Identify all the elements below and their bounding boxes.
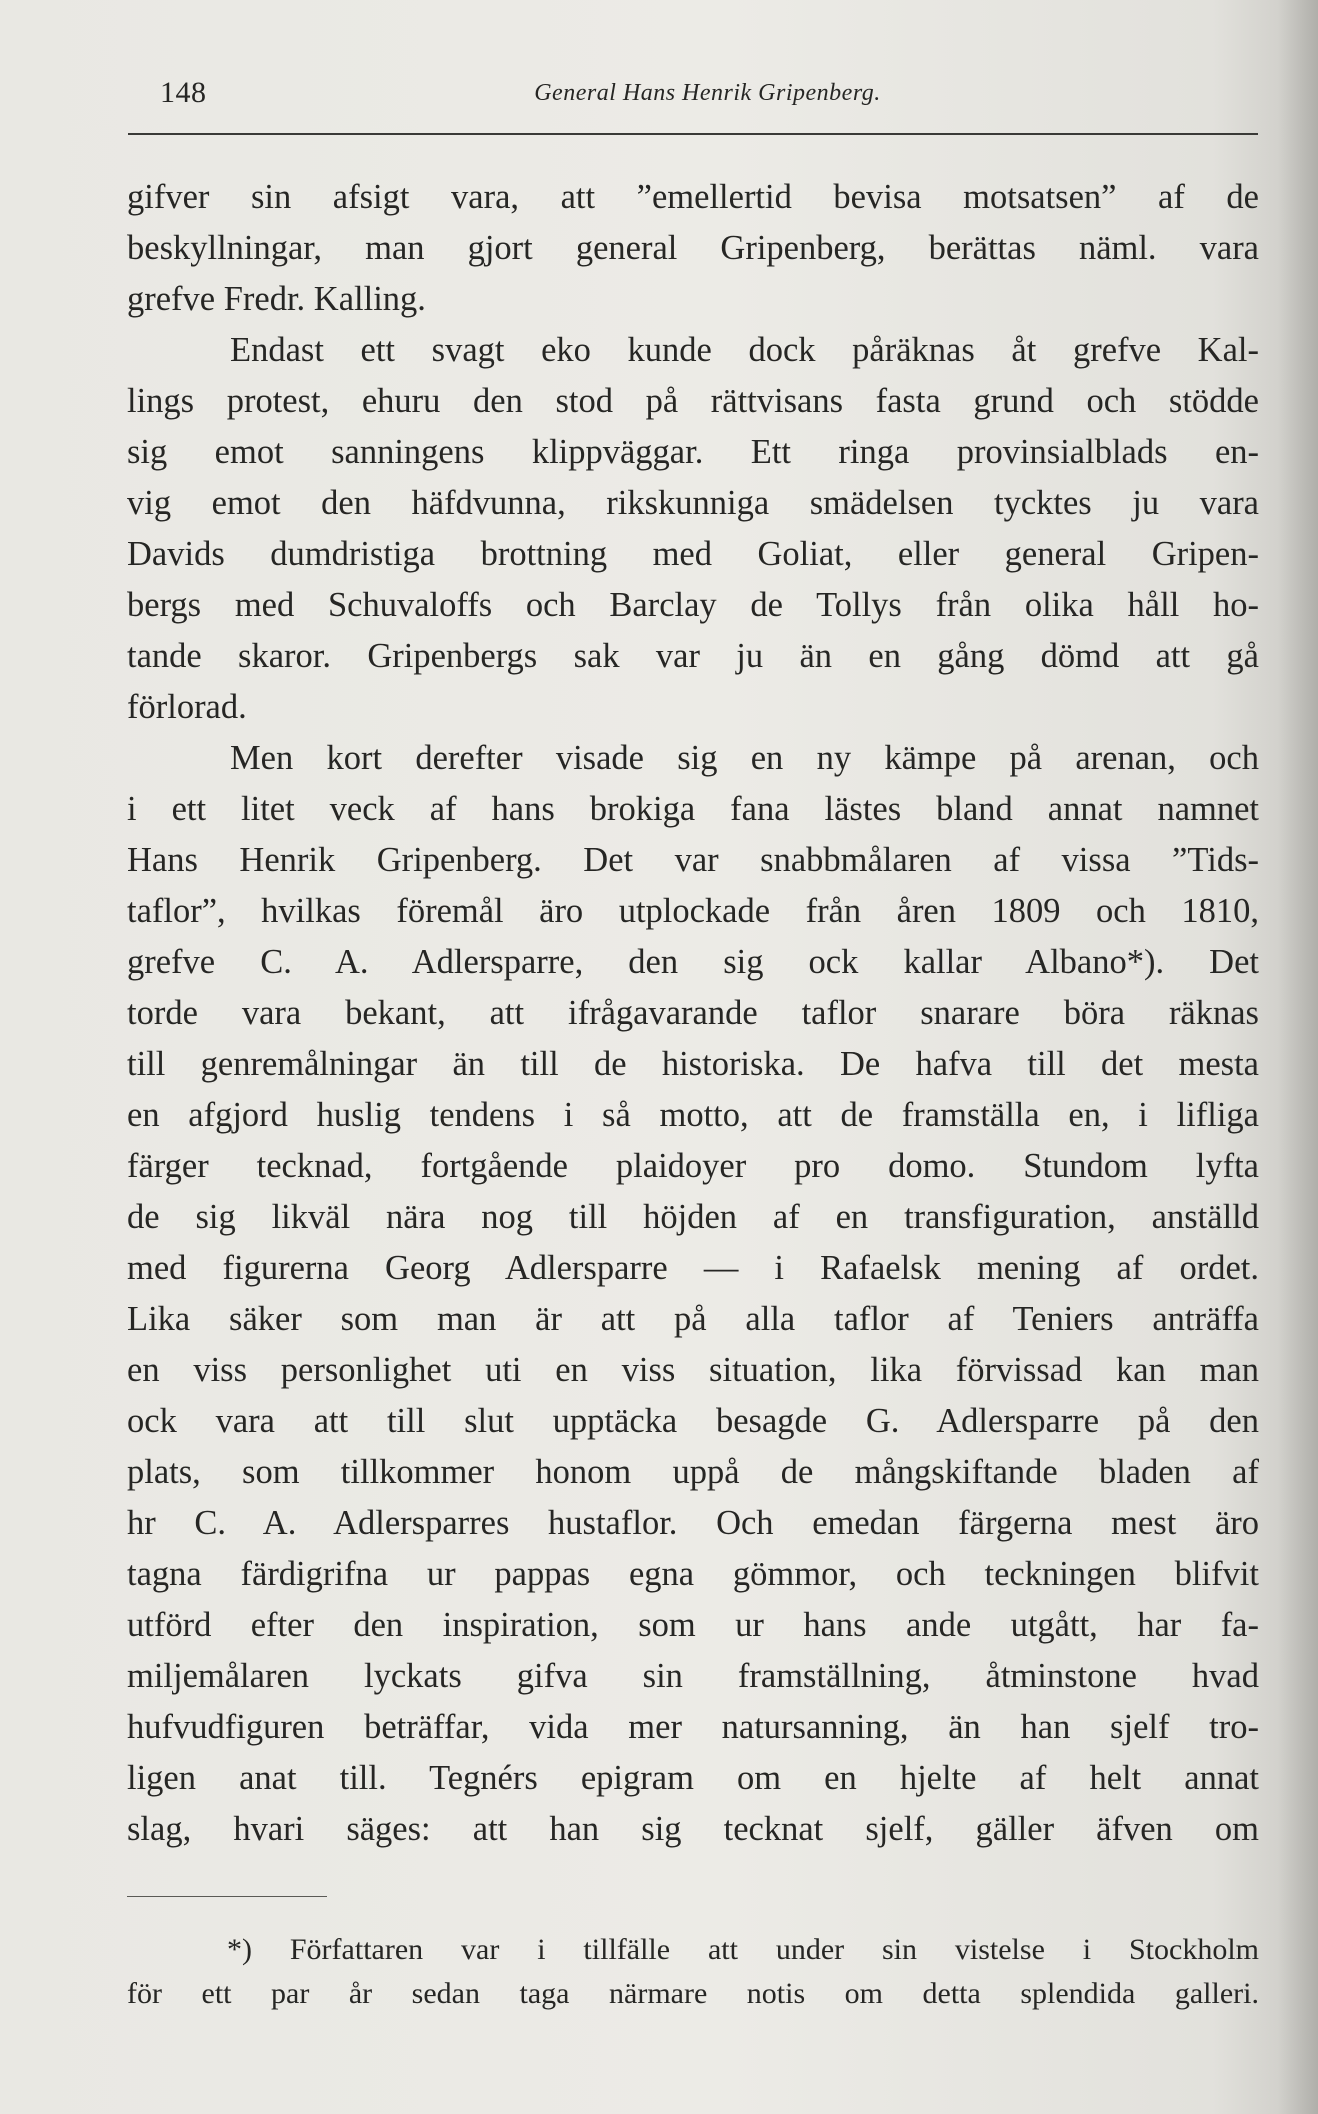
text-line: förlorad. xyxy=(127,688,247,726)
text-line: tagna färdigrifna ur pappas egna gömmor, och teckningen blifvit xyxy=(127,1555,1259,1593)
text-line: gifver sin afsigt vara, att ”emellertid bevisa motsatsen” af de xyxy=(127,178,1259,216)
text-line: Hans Henrik Gripenberg. Det var snabbmålaren af vissa ”Tids- xyxy=(127,841,1259,879)
text-line: slag, hvari säges: att han sig tecknat sjelf, gäller äfven om xyxy=(127,1810,1259,1848)
text-line: de sig likväl nära nog till höjden af en transfiguration, anställd xyxy=(127,1198,1259,1236)
text-line: ock vara att till slut upptäcka besagde G. Adlersparre på den xyxy=(127,1402,1259,1440)
running-title: General Hans Henrik Gripenberg. xyxy=(534,80,881,106)
body-text xyxy=(127,172,1259,1855)
text-line: plats, som tillkommer honom uppå de mångskiftande bladen af xyxy=(127,1453,1259,1491)
text-line: hufvudfiguren beträffar, vida mer natursanning, än han sjelf tro- xyxy=(127,1708,1259,1746)
text-line: taflor”, hvilkas föremål äro utplockade från åren 1809 och 1810, xyxy=(127,892,1259,930)
text-line: beskyllningar, man gjort general Gripenberg, berättas näml. vara xyxy=(127,229,1259,267)
text-line: i ett litet veck af hans brokiga fana lästes bland annat namnet xyxy=(127,790,1259,828)
text-line: sig emot sanningens klippväggar. Ett ringa provinsialblads en- xyxy=(127,433,1259,471)
text-line: Lika säker som man är att på alla taflor af Teniers anträffa xyxy=(127,1300,1259,1338)
text-line: en viss personlighet uti en viss situation, lika förvissad kan man xyxy=(127,1351,1259,1389)
text-line: bergs med Schuvaloffs och Barclay de Tollys från olika håll ho- xyxy=(127,586,1259,624)
text-line: ligen anat till. Tegnérs epigram om en hjelte af helt annat xyxy=(127,1759,1259,1797)
text-line: en afgjord huslig tendens i så motto, att de framställa en, i lifliga xyxy=(127,1096,1259,1134)
text-line: vig emot den häfdvunna, rikskunniga smädelsen tycktes ju vara xyxy=(127,484,1259,522)
page-number: 148 xyxy=(160,76,207,109)
text-line: tande skaror. Gripenbergs sak var ju än en gång dömd att gå xyxy=(127,637,1259,675)
text-line: miljemålaren lyckats gifva sin framställning, åtminstone hvad xyxy=(127,1657,1259,1695)
page-edge-shadow xyxy=(1278,0,1318,2114)
footnote-line: *) Författaren var i tillfälle att under sin vistelse i Stockholm xyxy=(227,1933,1259,1966)
text-line: hr C. A. Adlersparres hustaflor. Och emedan färgerna mest äro xyxy=(127,1504,1259,1542)
footnote-line: för ett par år sedan taga närmare notis om detta splendida galleri. xyxy=(127,1977,1259,2010)
text-line: torde vara bekant, att ifrågavarande taflor snarare böra räknas xyxy=(127,994,1259,1032)
footnote-rule xyxy=(127,1896,327,1897)
text-line: grefve C. A. Adlersparre, den sig ock kallar Albano*). Det xyxy=(127,943,1259,981)
text-line: Endast ett svagt eko kunde dock påräknas åt grefve Kal- xyxy=(230,331,1259,369)
header-rule xyxy=(128,133,1258,135)
text-line: lings protest, ehuru den stod på rättvisans fasta grund och stödde xyxy=(127,382,1259,420)
text-line: utförd efter den inspiration, som ur hans ande utgått, har fa- xyxy=(127,1606,1259,1644)
text-line: till genremålningar än till de historiska. De hafva till det mesta xyxy=(127,1045,1259,1083)
text-line: Men kort derefter visade sig en ny kämpe på arenan, och xyxy=(230,739,1259,777)
page-header xyxy=(160,72,1255,122)
text-line: med figurerna Georg Adlersparre — i Rafaelsk mening af ordet. xyxy=(127,1249,1259,1287)
footnote xyxy=(127,1928,1259,2016)
text-line: grefve Fredr. Kalling. xyxy=(127,280,426,318)
text-line: färger tecknad, fortgående plaidoyer pro domo. Stundom lyfta xyxy=(127,1147,1259,1185)
text-line: Davids dumdristiga brottning med Goliat, eller general Gripen- xyxy=(127,535,1259,573)
